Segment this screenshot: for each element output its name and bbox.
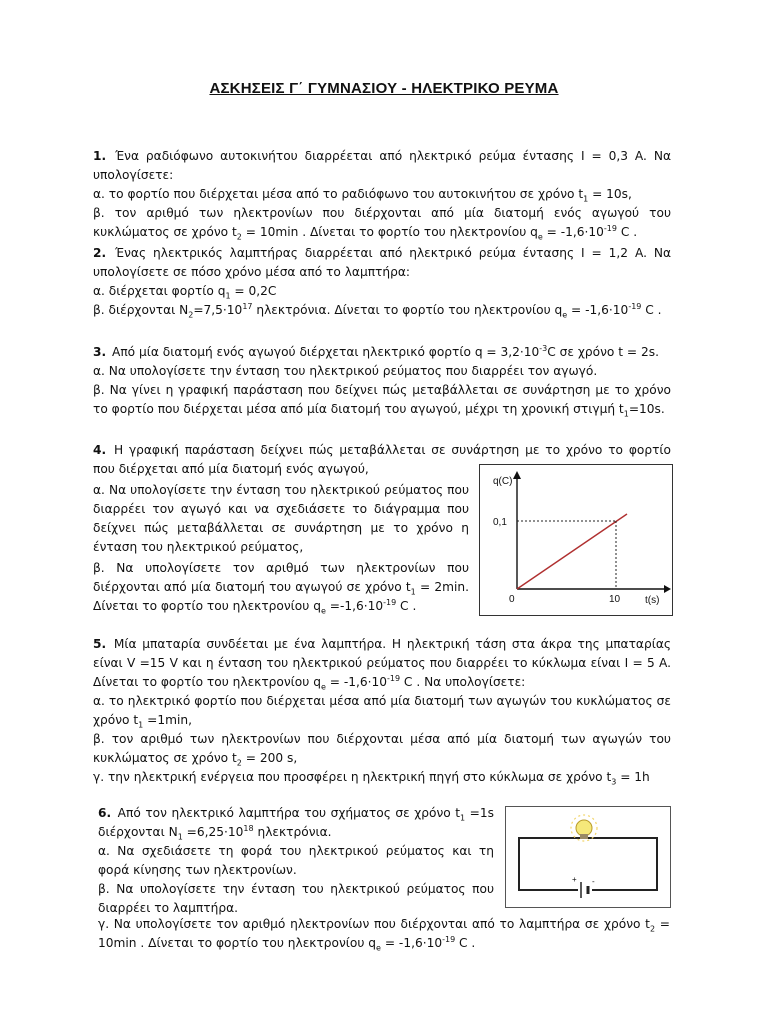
exercise-4-intro-text: Η γραφική παράσταση δείχνει πώς μεταβάλλεται σε συνάρτηση με το χρόνο το φορτίο που διέρχεται από μία διατομή ενός αγωγού, [93, 443, 671, 476]
exercise-2-part-a: α. διέρχεται φορτίο $q_1 = 0,2C$ [93, 284, 277, 301]
exercise-4-part-a: α. Να υπολογίσετε την ένταση του ηλεκτρικού ρεύματος που διαρρέει τον αγωγό και να σχεδιάσετε το διάγραμμα που δείχνει πώς μεταβάλλεται σε συνάρτηση με το χρόνο η ένταση του ηλεκτρικού ρεύματος, [93, 483, 469, 554]
exercise-3-intro-text: Από μία διατομή ενός αγωγού διέρχεται ηλεκτρικό φορτίο $q = 3,2\cdot 10^{-3}C$ σε χρόνο t = 2s. [112, 343, 659, 359]
exercise-6-part-c-block [98, 915, 670, 953]
exercise-6-part-a: α. Να σχεδιάσετε τη φορά του ηλεκτρικού ρεύματος και τη φορά κίνησης των ηλεκτρονίων. [98, 844, 494, 877]
exercise-number: 4. [93, 443, 107, 457]
graph-xtick: 10 [609, 594, 621, 605]
exercise-number: 6. [98, 806, 112, 820]
exercise-4-part-b: β. Να υπολογίσετε τον αριθμό των ηλεκτρονίων που διέρχονται από μία διατομή του αγωγού σε χρόνο $t_1 = 2\min$. Δίνεται το φορτίο του ηλεκτρονίου $q_e =-1,6\cdot 10^{-19}$ C . [93, 561, 469, 616]
exercise-6-intro [98, 804, 494, 842]
graph-ytick: 0,1 [493, 517, 507, 528]
charge-time-graph [479, 464, 673, 616]
exercise-6-part-b: β. Να υπολογίσετε την ένταση του ηλεκτρικού ρεύματος που διαρρέει το λαμπτήρα. [98, 882, 494, 915]
exercise-3 [93, 343, 671, 419]
page-title: ΑΣΚΗΣΕΙΣ Γ΄ ΓΥΜΝΑΣΙΟΥ - ΗΛΕΚΤΡΙΚΟ ΡΕΥΜΑ [209, 80, 559, 97]
exercise-5-intro [93, 635, 671, 692]
exercise-number: 3. [93, 345, 107, 359]
exercise-5-intro-text: Μία μπαταρία συνδέεται με ένα λαμπτήρα. Η ηλεκτρική τάση στα άκρα της μπαταρίας είναι V =15 V και η ένταση του ηλεκτρικού ρεύματος που διαρρέει το κύκλωμα είναι I = 5 A. Δίνεται το φορτίο του ηλεκτρονίου $q_e = -1,6\cdot 10^{-19}$ C . Να υπολογίσετε: [93, 637, 672, 692]
exercise-number: 2. [93, 246, 107, 260]
circuit-figure [505, 806, 671, 908]
exercise-6-intro-text: Από τον ηλεκτρικό λαμπτήρα του σχήματος σε χρόνο $t_1 =1s$ διέρχονται $N_1 =6,25\cdot 10^{18}$ ηλεκτρόνια. [98, 806, 494, 842]
exercise-1-intro-text: Ένα ραδιόφωνο αυτοκινήτου διαρρέεται από ηλεκτρικό ρεύμα έντασης I = 0,3 A. Να υπολογίσετε: [93, 149, 671, 182]
exercise-1-part-b: β. τον αριθμό των ηλεκτρονίων που διέρχονται από μία διατομή ενός αγωγού του κυκλώματος σε χρόνο $t_2 = 10\min$ . Δίνεται το φορτίο του ηλεκτρονίου $q_e = -1,6\cdot 10^{-19}$ C . [93, 206, 671, 242]
exercise-1-intro [93, 147, 671, 185]
exercise-3-intro [93, 343, 671, 362]
svg-text:+: + [572, 875, 577, 884]
exercise-2-intro [93, 244, 671, 282]
exercise-5 [93, 635, 671, 787]
exercise-2-intro-text: Ένας ηλεκτρικός λαμπτήρας διαρρέεται από ηλεκτρικό ρεύμα έντασης I = 1,2 A. Να υπολογίσετε σε πόσο χρόνο μέσα από το λαμπτήρα: [93, 246, 671, 279]
charge-time-graph-svg [479, 464, 673, 616]
exercise-3-part-b: β. Να γίνει η γραφική παράσταση που δείχνει πώς μεταβάλλεται σε συνάρτηση με το χρόνο το φορτίο που διέρχεται μέσα από μία διατομή του αγωγού, μέχρι τη χρονική στιγμή $t_1=10s$. [93, 383, 671, 419]
graph-xlabel: t(s) [645, 595, 660, 606]
exercise-5-part-c: γ. την ηλεκτρική ενέργεια που προσφέρει η ηλεκτρική πηγή στο κύκλωμα σε χρόνο $t_3 = 1h$ [93, 770, 650, 787]
exercise-1 [93, 147, 671, 242]
exercise-4-parts [93, 481, 469, 616]
exercise-number: 5. [93, 637, 107, 651]
graph-origin: 0 [509, 594, 515, 605]
exercise-2-part-b: β. διέρχονται $N_2=7,5\cdot 10^{17}$ ηλεκτρόνια. Δίνεται το φορτίο του ηλεκτρονίου $q_e = -1,6\cdot 10^{-19}$ C . [93, 301, 662, 320]
exercise-number: 1. [93, 149, 107, 163]
circuit-svg [505, 806, 671, 908]
graph-frame [480, 465, 673, 616]
exercise-6-part-c: γ. Να υπολογίσετε τον αριθμό ηλεκτρονίων που διέρχονται από το λαμπτήρα σε χρόνο $t_2 = 10\min$ . Δίνεται το φορτίο του ηλεκτρονίου $q_e = -1,6\cdot 10^{-19}$ C . [98, 917, 670, 953]
graph-ylabel: q(C) [493, 476, 513, 487]
svg-text:-: - [592, 877, 595, 886]
exercise-3-part-a: α. Να υπολογίσετε την ένταση του ηλεκτρικού ρεύματος που διαρρέει τον αγωγό. [93, 364, 598, 378]
exercise-1-part-a: α. το φορτίο που διέρχεται μέσα από το ραδιόφωνο του αυτοκινήτου σε χρόνο $t_1 = 10s$, [93, 187, 632, 204]
exercise-6-parts [98, 804, 494, 918]
exercise-2 [93, 244, 671, 320]
exercise-5-part-a: α. το ηλεκτρικό φορτίο που διέρχεται μέσα από μία διατομή των αγωγών του κυκλώματος σε χρόνο $t_1 =1\min$, [93, 694, 671, 730]
exercise-5-part-b: β. τον αριθμό των ηλεκτρονίων που διέρχονται μέσα από μία διατομή των αγωγών του κυκλώματος σε χρόνο $t_2 = 200$ s, [93, 732, 671, 768]
